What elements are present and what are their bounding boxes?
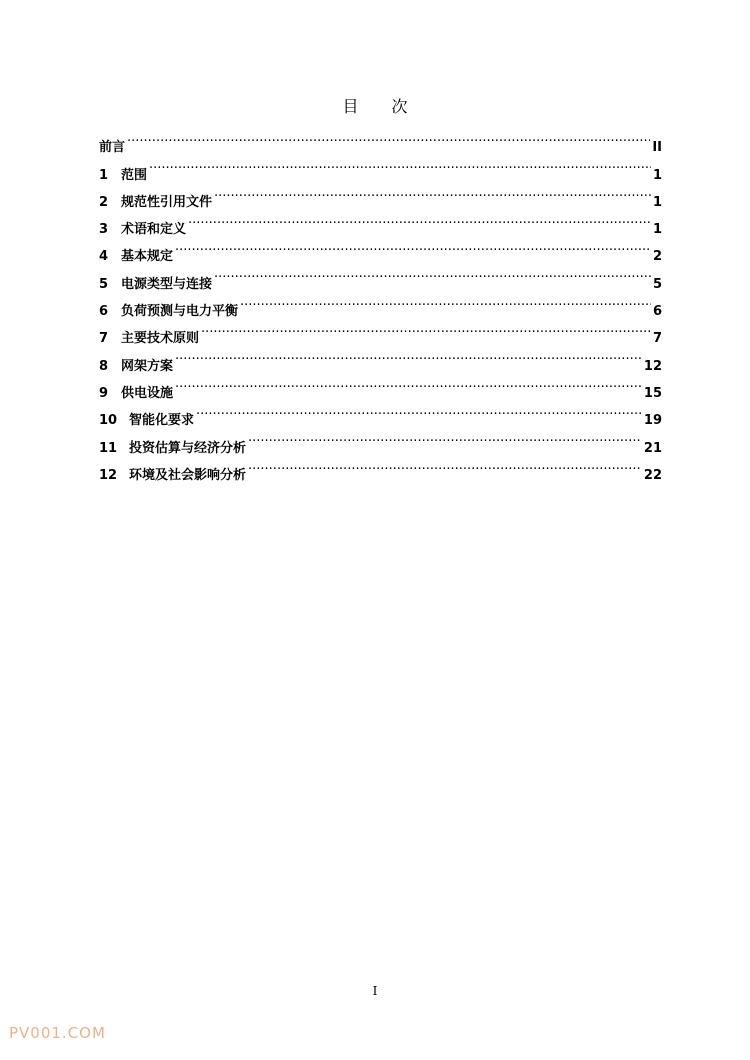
toc-entry-label: 电源类型与连接 <box>121 276 213 292</box>
toc-entry-9[interactable] <box>99 370 662 401</box>
toc-entry-label: 智能化要求 <box>129 413 195 429</box>
toc-dot-leader <box>175 342 642 369</box>
toc-dot-leader <box>175 370 642 397</box>
toc-entry-number: 8 <box>99 358 109 374</box>
toc-entry-number: 10 <box>99 413 118 429</box>
toc-entry-page: 5 <box>652 276 662 292</box>
toc-entry-label: 基本规定 <box>121 249 174 265</box>
toc-entry-page: 1 <box>652 222 662 238</box>
toc-entry-10[interactable] <box>99 397 662 429</box>
toc-dot-leader <box>248 424 642 451</box>
toc-dot-leader <box>201 315 651 342</box>
toc-entry-page: 1 <box>652 194 662 210</box>
toc-entry-label: 供电设施 <box>121 385 174 401</box>
page-number: I <box>372 984 378 998</box>
toc-dot-leader <box>248 452 642 479</box>
toc-entry-page: 1 <box>652 167 662 183</box>
toc-entry-number: 1 <box>99 167 109 183</box>
toc-entry-label: 网架方案 <box>121 358 174 374</box>
toc-entry-label: 环境及社会影响分析 <box>129 467 247 483</box>
toc-entry-page: II <box>652 140 662 156</box>
toc-entry-number: 12 <box>99 467 118 483</box>
toc-entry-preface[interactable] <box>99 124 662 156</box>
toc-entry-number: 3 <box>99 222 109 238</box>
toc-entry-number: 9 <box>99 385 109 401</box>
toc-dot-leader <box>188 206 651 233</box>
toc-entry-label: 负荷预测与电力平衡 <box>121 304 239 320</box>
toc-entry-page: 21 <box>643 440 662 456</box>
toc-entry-1[interactable] <box>99 151 662 183</box>
toc-entry-number: 2 <box>99 194 109 210</box>
toc-list <box>99 124 662 483</box>
toc-title: 目 次 <box>342 97 422 116</box>
toc-entry-page: 15 <box>643 385 662 401</box>
toc-entry-label: 前言 <box>99 140 126 156</box>
toc-entry-2[interactable] <box>99 179 662 210</box>
toc-entry-page: 19 <box>643 413 662 429</box>
toc-dot-leader <box>149 151 651 178</box>
toc-entry-4[interactable] <box>99 233 662 265</box>
toc-entry-page: 7 <box>652 331 662 347</box>
toc-dot-leader <box>175 233 651 260</box>
toc-entry-number: 5 <box>99 276 109 292</box>
toc-entry-number: 7 <box>99 331 109 347</box>
toc-entry-label: 规范性引用文件 <box>121 194 213 210</box>
toc-entry-number: 6 <box>99 304 109 320</box>
toc-dot-leader <box>196 397 642 424</box>
toc-entry-label: 主要技术原则 <box>121 331 200 347</box>
toc-entry-label: 术语和定义 <box>121 222 187 238</box>
toc-entry-label: 投资估算与经济分析 <box>129 440 247 456</box>
toc-entry-page: 6 <box>652 304 662 320</box>
toc-entry-page: 2 <box>652 249 662 265</box>
toc-entry-label: 范围 <box>121 167 148 183</box>
toc-entry-number: 4 <box>99 249 109 265</box>
toc-dot-leader <box>240 288 651 315</box>
watermark: PV001.COM <box>9 1024 106 1042</box>
toc-entry-8[interactable] <box>99 342 662 374</box>
toc-entry-5[interactable] <box>99 260 662 292</box>
toc-dot-leader <box>214 260 651 287</box>
toc-entry-page: 22 <box>643 467 662 483</box>
toc-entry-number: 11 <box>99 440 118 456</box>
toc-dot-leader <box>127 124 650 151</box>
toc-entry-page: 12 <box>643 358 662 374</box>
toc-dot-leader <box>214 179 651 206</box>
